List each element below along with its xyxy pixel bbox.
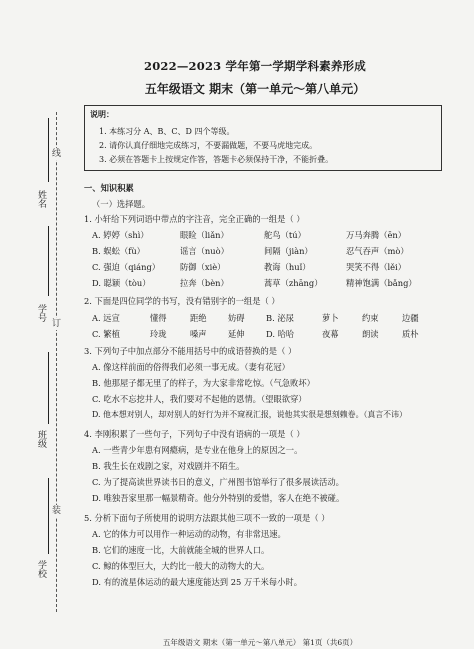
q2-option: 距绝 — [190, 313, 207, 323]
instructions-heading: 说明： — [90, 109, 114, 119]
q2-option: 夜幕 — [322, 329, 339, 339]
exam-subtitle: 五年级语文 期末（第一单元～第八单元） — [144, 82, 366, 96]
q3-option: B. 他那屋子都无里了的样子，为大家非常吃惊。（气急败坏） — [92, 378, 315, 388]
q1-option: 间隔（jiàn） — [264, 246, 313, 256]
q2-option: B. 泌尿 — [266, 313, 294, 323]
instructions-box — [84, 105, 442, 171]
q1-option: 舵鸟（tú） — [264, 230, 306, 240]
q3-option: C. 吃水不忘挖井人，我们要对不起他的恩情。（望眼欲穿） — [92, 394, 307, 404]
q1-option: D. 聪颖（tòu） — [92, 278, 151, 288]
q1-option: B. 蜈蚣（fù） — [92, 246, 145, 256]
section-title: 一、知识积累 — [84, 183, 134, 193]
q5-option: D. 有的流星体运动的最大速度能达到 25 万千米每小时。 — [92, 577, 302, 587]
q2-option: 懂得 — [150, 313, 167, 323]
q2-option: 质朴 — [402, 329, 419, 339]
question-2-stem: 2. 下面是四位同学的书写，没有错别字的一组是（ ） — [84, 296, 280, 306]
page-footer: 五年级语文 期末（第一单元～第八单元） 第1页（共6页） — [162, 638, 358, 647]
q1-option: C. 强迫（qiáng） — [92, 262, 161, 272]
class-blank — [48, 352, 49, 424]
student-id-blank — [48, 226, 49, 296]
q4-option: A. 一些青少年患有网瘾病，是专业在他身上的原因之一。 — [92, 445, 303, 455]
q1-option: 拉奔（bèn） — [180, 278, 229, 288]
q1-option: 谣言（nuò） — [180, 246, 229, 256]
q1-option: 眼睑（liǎn） — [180, 230, 229, 240]
q2-option: C. 繁植 — [92, 329, 120, 339]
q1-option: 精神饱满（bǎng） — [346, 278, 417, 288]
q5-option: B. 它们的速度一比，大前就能全城的世界人口。 — [92, 545, 270, 555]
bind-mark-zhuang: 装 — [52, 506, 62, 516]
q4-option: B. 我生长在戏剧之家，对戏剧并不陌生。 — [92, 461, 245, 471]
name-label: 姓名 — [36, 190, 46, 208]
bind-mark-ding: 订 — [52, 319, 62, 329]
q1-option: 教诲（huǐ） — [264, 262, 311, 272]
q2-option: 约束 — [362, 313, 379, 323]
q2-option: D. 哈哈 — [266, 329, 295, 339]
q5-option: A. 它的体力可以用作一种运动的动物，有非常迅速。 — [92, 529, 286, 539]
q2-option: 萝卜 — [322, 313, 339, 323]
school-blank — [48, 478, 49, 554]
q1-option: 哭笑不得（lěi） — [346, 262, 406, 272]
q2-option: 妨碍 — [228, 313, 245, 323]
q2-option: 边疆 — [402, 313, 419, 323]
student-id-label: 学号 — [36, 304, 46, 322]
q1-option: 万马奔腾（ēn） — [346, 230, 407, 240]
subsection-title: （一）选择题。 — [92, 199, 151, 209]
exam-title: 2022—2023 学年第一学期学科素养形成 — [144, 59, 366, 73]
q2-option: 朗读 — [362, 329, 379, 339]
question-3-stem: 3. 下列句子中加点部分不能用括号中的成语替换的是（ ） — [84, 346, 297, 356]
q2-option: A. 远宣 — [92, 313, 120, 323]
instruction-item: 1. 本练习分 A、B、C、D 四个等级。 — [99, 127, 235, 136]
q2-option: 玲珑 — [150, 329, 167, 339]
q2-option: 延伸 — [228, 329, 245, 339]
q5-option: C. 鲸的体型巨大，大约比一般大的动物大的大。 — [92, 561, 270, 571]
q3-option: A. 像这样前面的俗得我们必须一事无成。（妻有花冠） — [92, 362, 290, 372]
school-label: 学校 — [36, 560, 46, 578]
name-blank — [48, 118, 49, 182]
bind-mark-xian: 线 — [52, 149, 62, 159]
q2-option: 嗓声 — [190, 329, 207, 339]
instruction-item: 2. 请你认真仔细地完成练习，不要漏做题，不要马虎地完成。 — [99, 141, 318, 150]
q1-option: A. 婷婷（shì） — [92, 230, 149, 240]
question-5-stem: 5. 分析下面句子所使用的说明方法跟其他三项不一致的一项是（ ） — [84, 513, 330, 523]
q4-option: C. 为了提高读世界读书日的意义，广州图书馆举行了很多展读活动。 — [92, 477, 344, 487]
q4-option: D. 唯独吾家里那一幅景精奇。他分外特别的爱惜，客人在绝不被碰。 — [92, 493, 345, 503]
question-1-stem: 1. 小轩给下列词语中带点的字注音，完全正确的一组是（ ） — [84, 214, 305, 224]
class-label: 班级 — [36, 430, 46, 448]
q1-option: 蒿草（zhāng） — [264, 278, 323, 288]
q1-option: 防御（xiè） — [180, 262, 226, 272]
q3-option: D. 他本想对别人，却对别人的好行为并不窥视汇报，说他其实很是想刻赖卷。（真言不讳） — [92, 410, 407, 419]
binding-line — [56, 112, 57, 612]
instruction-item: 3. 必须在答题卡上按规定作答，答题卡必须保持干净，不能折叠。 — [99, 155, 334, 164]
question-4-stem: 4. 李刚积累了一些句子，下列句子中没有语病的一项是（ ） — [84, 429, 305, 439]
q1-option: 忍气吞声（mò） — [346, 246, 409, 256]
